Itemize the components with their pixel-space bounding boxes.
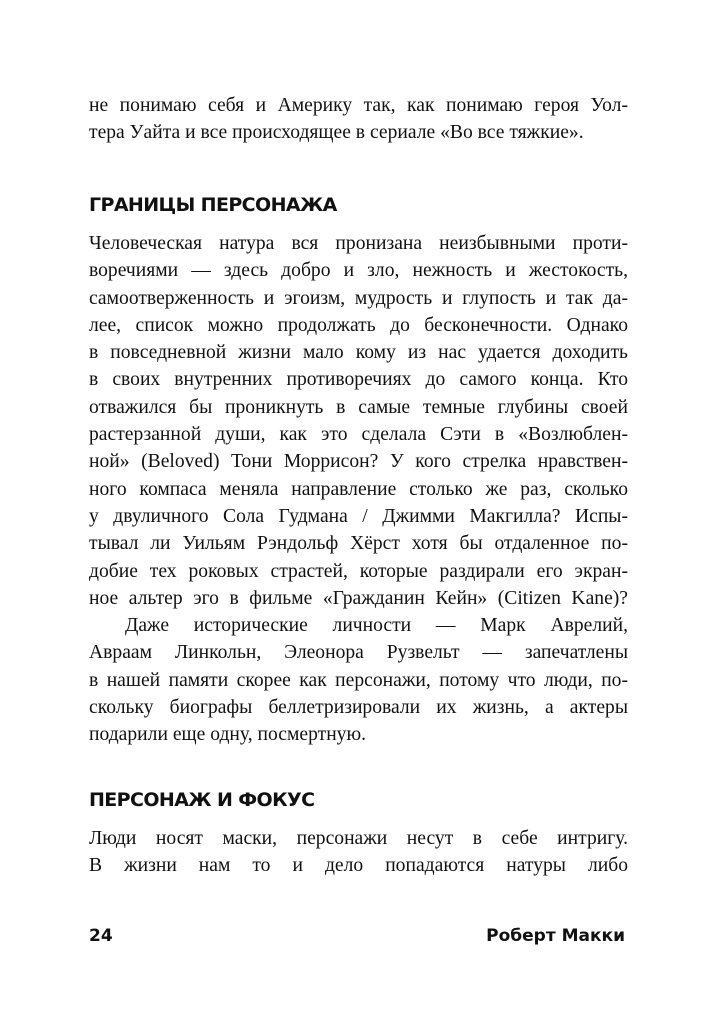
section2-paragraph1 bbox=[89, 825, 628, 880]
text-line: тывал ли Уильям Рэндольф Хёрст хотя бы отдаленное по- bbox=[89, 533, 628, 555]
text-line: в повседневной жизни мало кому из нас удается доходить bbox=[89, 342, 628, 364]
section1-paragraph1 bbox=[89, 230, 628, 612]
running-footer-author: Роберт Макки bbox=[486, 926, 625, 946]
text-line: растерзанной души, как это сделала Сэти в «Возлюблен- bbox=[89, 424, 628, 446]
text-line: Люди носят маски, персонажи несут в себе интригу. bbox=[89, 828, 628, 849]
intro-paragraph bbox=[89, 92, 628, 147]
text-line: ное альтер эго в фильме «Гражданин Кейн» (Citizen Kane)? bbox=[89, 587, 628, 609]
text-line: подарили еще одну, посмертную. bbox=[89, 724, 367, 746]
text-line: отважился бы проникнуть в самые темные глубины своей bbox=[89, 396, 628, 418]
text-line: у двуличного Сола Гудмана / Джимми Макгилла? Испы- bbox=[89, 505, 628, 527]
text-line: скольку биографы беллетризировали их жизнь, а актеры bbox=[89, 696, 628, 718]
text-line: Человеческая натура вся пронизана неизбывными проти- bbox=[89, 233, 628, 254]
section1-paragraph2 bbox=[89, 612, 628, 748]
text-line: ного компаса меняла направление столько же раз, сколько bbox=[89, 478, 628, 500]
text-line: в своих внутренних противоречиях до самого конца. Кто bbox=[89, 369, 628, 391]
text-line: ной» (Beloved) Тони Моррисон? У кого стрелка нравствен- bbox=[89, 451, 628, 473]
text-line: лее, список можно продолжать до бесконечности. Однако bbox=[89, 314, 628, 336]
text-line: тера Уайта и все происходящее в сериале «Во все тяжкие». bbox=[89, 122, 584, 144]
text-line: добие тех роковых страстей, которые раздирали его экран- bbox=[89, 560, 628, 582]
section-heading-character-and-focus: ПЕРСОНАЖ И ФОКУС bbox=[89, 789, 315, 811]
text-line: в нашей памяти скорее как персонажи, потому что люди, по- bbox=[89, 669, 628, 691]
section-heading-character-boundaries: ГРАНИЦЫ ПЕРСОНАЖА bbox=[89, 194, 337, 216]
text-line: не понимаю себя и Америку так, как понимаю героя Уол- bbox=[89, 95, 628, 116]
text-line: самоотверженность и эгоизм, мудрость и глупость и так да- bbox=[89, 287, 628, 309]
text-line: воречиями — здесь добро и зло, нежность и жестокость, bbox=[89, 260, 628, 282]
text-line: В жизни нам то и дело попадаются натуры либо bbox=[89, 855, 628, 877]
page-number: 24 bbox=[89, 926, 113, 946]
text-line: Авраам Линкольн, Элеонора Рузвельт — запечатлены bbox=[89, 642, 628, 664]
text-line: Даже исторические личности — Марк Аврелий, bbox=[125, 615, 628, 636]
